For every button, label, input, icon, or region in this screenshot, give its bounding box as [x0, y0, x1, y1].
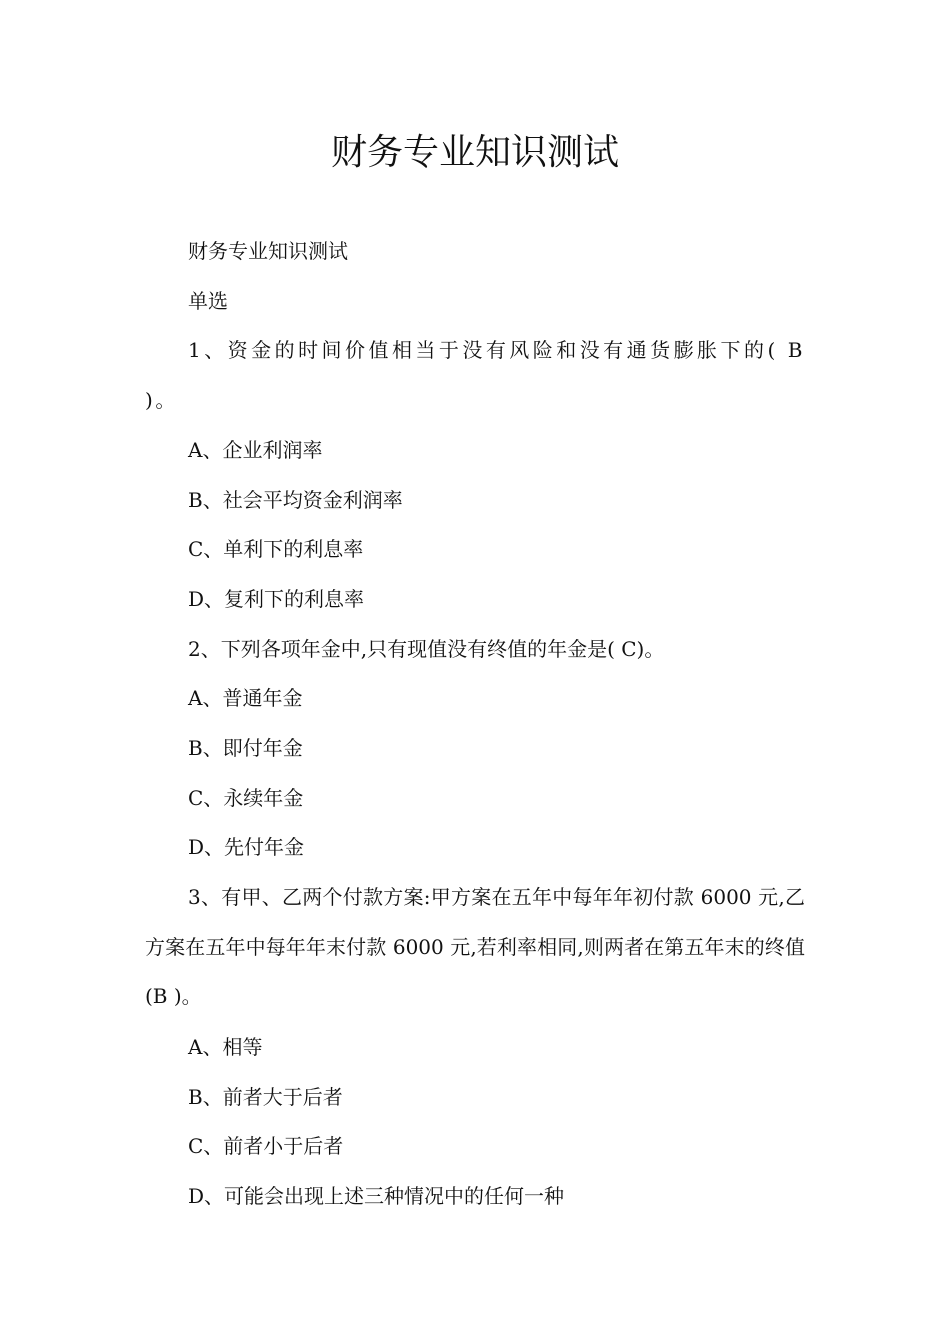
- question-3-option-b: B、前者大于后者: [188, 1085, 343, 1109]
- section-heading: 单选: [188, 289, 228, 313]
- question-3-option-d: D、可能会出现上述三种情况中的任何一种: [188, 1184, 565, 1208]
- question-3-option-a: A、相等: [188, 1035, 263, 1059]
- question-3: 3、有甲、乙两个付款方案:甲方案在五年中每年年初付款 6000 元,乙方案在五年中每年年末付款 6000 元,若利率相同,则两者在第五年末的终值(B )。: [145, 885, 805, 1009]
- question-2-option-a: A、普通年金: [188, 686, 303, 710]
- question-3-option-c: C、前者小于后者: [188, 1134, 344, 1158]
- question-2: 2、下列各项年金中,只有现值没有终值的年金是( C)。: [188, 637, 665, 661]
- question-1: 1、资金的时间价值相当于没有风险和没有通货膨胀下的( B )。: [145, 338, 805, 412]
- document-title: 财务专业知识测试: [330, 132, 619, 173]
- question-1-option-d: D、复利下的利息率: [188, 587, 365, 611]
- question-2-option-b: B、即付年金: [188, 736, 303, 760]
- question-2-option-d: D、先付年金: [188, 835, 305, 859]
- question-1-option-a: A、企业利润率: [188, 438, 323, 462]
- document-subtitle: 财务专业知识测试: [188, 239, 348, 263]
- question-1-option-c: C、单利下的利息率: [188, 537, 364, 561]
- question-1-option-b: B、社会平均资金利润率: [188, 488, 403, 512]
- question-2-option-c: C、永续年金: [188, 786, 304, 810]
